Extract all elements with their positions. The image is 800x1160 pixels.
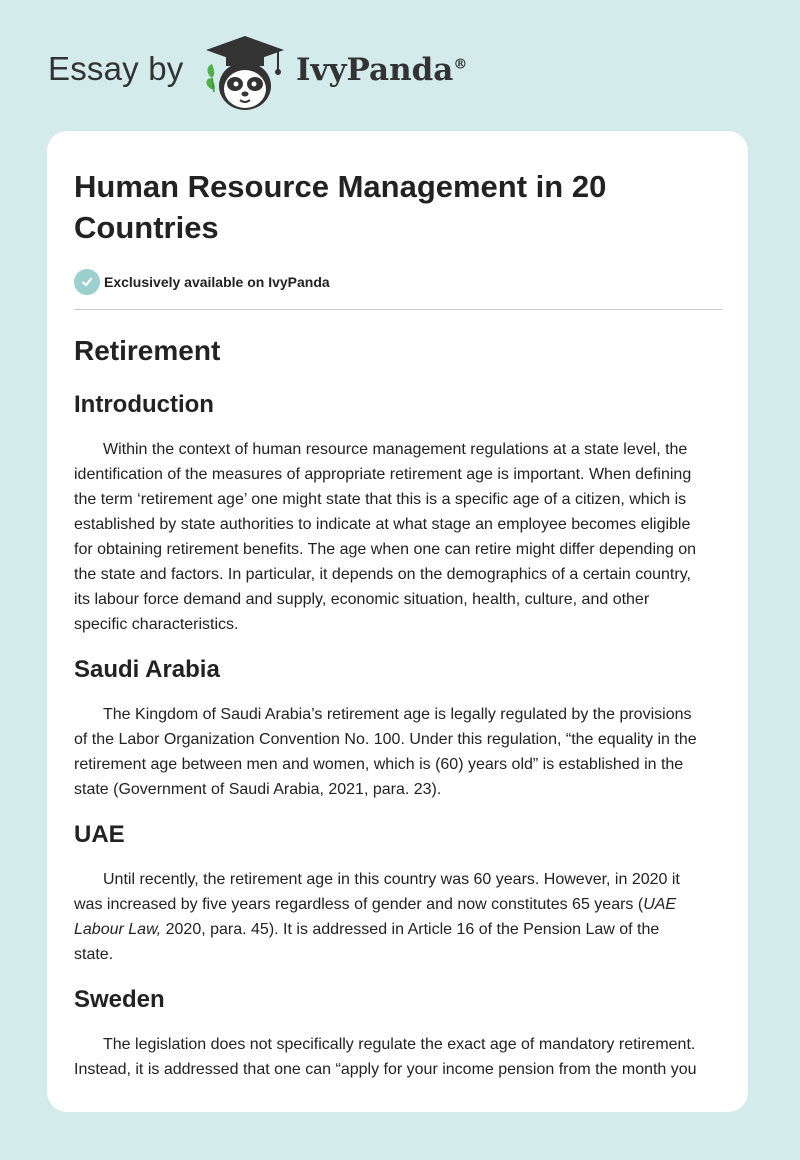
paragraph-line: state (Government of Saudi Arabia, 2021, para. 23).	[74, 781, 442, 798]
paragraph-text: 2020, para. 45). It is addressed in Article 16 of the Pension Law of the	[161, 921, 660, 938]
citation-italic: Labour Law,	[74, 921, 162, 938]
paragraph-line: of the Labor Organization Convention No. 100. Under this regulation, “the equality in the	[74, 731, 697, 748]
paragraph-line: the term ‘retirement age’ one might state that this is a specific age of a citizen, which is	[74, 491, 687, 508]
paragraph-sweden	[74, 1032, 723, 1082]
brand-prefix: Essay by	[48, 50, 184, 87]
paragraph-line	[74, 917, 723, 942]
registered-mark: ®	[453, 56, 468, 73]
citation-italic: UAE	[643, 896, 677, 913]
exclusive-label: Exclusively available on IvyPanda	[104, 274, 330, 290]
paragraph-line: its labour force demand and supply, economic situation, health, culture, and other	[74, 591, 650, 608]
document-title-line: Human Resource Management in 20	[74, 169, 607, 204]
paragraph-line: The Kingdom of Saudi Arabia’s retirement age is legally regulated by the provisions	[103, 706, 692, 723]
paragraph-introduction	[74, 437, 723, 637]
panda-graduate-logo	[200, 34, 290, 114]
brand-header	[48, 34, 488, 114]
paragraph-line: retirement age between men and women, which is (60) years old” is established in the	[74, 756, 684, 773]
paragraph-line: Instead, it is addressed that one can “apply for your income pension from the month you	[74, 1061, 697, 1078]
document-title-line: Countries	[74, 210, 219, 245]
exclusive-badge	[74, 269, 723, 295]
subsection-heading: Introduction	[74, 391, 214, 418]
check-circle-icon	[74, 269, 100, 295]
paragraph-text: was increased by five years regardless of gender and now constitutes 65 years (	[74, 896, 644, 913]
document-title	[74, 166, 723, 248]
paragraph-line: for obtaining retirement benefits. The age when one can retire might differ depending on	[74, 541, 697, 558]
paragraph-line	[74, 892, 723, 917]
section-title: Retirement	[74, 335, 221, 366]
brand-name-text: IvyPanda	[296, 52, 454, 88]
divider	[74, 309, 723, 310]
subsection-heading: Saudi Arabia	[74, 656, 220, 683]
paragraph-line: state.	[74, 946, 114, 963]
paragraph-line: the state and factors. In particular, it depends on the demographics of a certain country,	[74, 566, 691, 583]
essay-card	[47, 131, 748, 1112]
paragraph-line: specific characteristics.	[74, 616, 239, 633]
paragraph-line: Until recently, the retirement age in this country was 60 years. However, in 2020 it	[103, 871, 680, 888]
paragraph-line: identification of the measures of appropriate retirement age is important. When defining	[74, 466, 692, 483]
paragraph-saudi-arabia	[74, 702, 723, 802]
brand-name	[296, 52, 467, 88]
paragraph-uae	[74, 867, 723, 967]
paragraph-line: Within the context of human resource management regulations at a state level, the	[103, 441, 688, 458]
subsection-heading: Sweden	[74, 986, 165, 1013]
essay-content	[74, 131, 723, 1082]
paragraph-line: The legislation does not specifically regulate the exact age of mandatory retirement.	[103, 1036, 696, 1053]
paragraph-line: established by state authorities to indicate at what stage an employee becomes eligible	[74, 516, 691, 533]
subsection-heading: UAE	[74, 821, 125, 848]
